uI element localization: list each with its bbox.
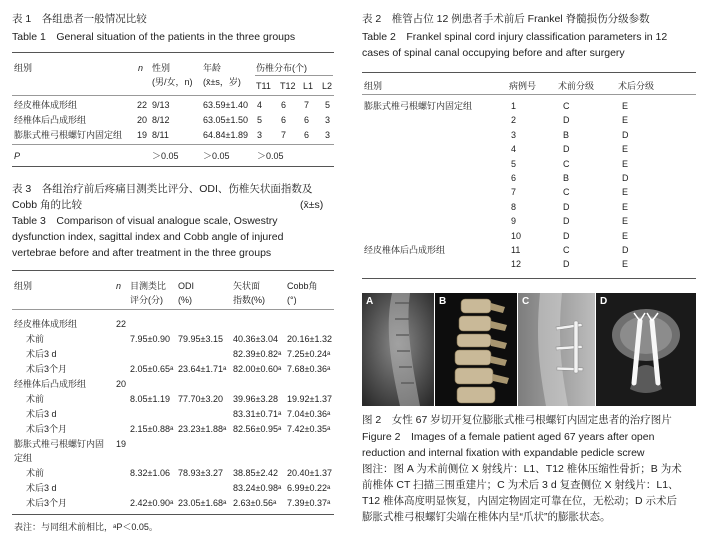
- t3-header-n: n: [116, 281, 122, 291]
- figure2-note-4: 膨胀式椎弓根螺钉尖端在椎体内呈“爪状”的膨胀状态。: [362, 511, 611, 523]
- figure2-title-en-1: Figure 2 Images of a female patient aged 67 years after open: [362, 431, 655, 443]
- table2-top-rule: [362, 72, 696, 73]
- t3-cell-si: 82.00±0.60ᵃ: [233, 364, 282, 374]
- t3-header-group: 组别: [14, 281, 33, 291]
- table3-head-rule: [12, 309, 334, 310]
- table3-top-rule: [12, 270, 334, 271]
- t1-header-l2: L2: [322, 81, 333, 91]
- t3-header-vas1: 目测类比: [130, 281, 167, 291]
- t1-cell-l2: 3: [325, 115, 331, 125]
- t3-cell-cobb: 6.99±0.22ᵃ: [287, 483, 331, 493]
- t2-cell-case: 12: [511, 259, 522, 270]
- t3-cell-odi: 23.23±1.88ᵃ: [178, 424, 227, 434]
- t3-cell-cobb: 7.25±0.24ᵃ: [287, 349, 331, 359]
- t3-header-odi1: ODI: [178, 281, 195, 291]
- t2-cell-pre: B: [563, 129, 570, 140]
- t3-cell-si: 82.39±0.82ᵃ: [233, 349, 282, 359]
- t1-cell-t12: 6: [281, 115, 287, 125]
- t2-cell-case: 4: [511, 144, 517, 155]
- t3-cell-odi: 23.64±1.71ᵃ: [178, 364, 227, 374]
- t3-cell-si: 2.63±0.56ᵃ: [233, 498, 277, 508]
- t1-cell-t11: 3: [257, 130, 263, 140]
- t2-cell-pre: D: [563, 115, 570, 126]
- t2-header-post: 术后分级: [618, 81, 655, 91]
- t2-cell-post: D: [622, 173, 629, 183]
- t1-header-group: 组别: [14, 63, 33, 73]
- t3-header-odi2: (%): [178, 295, 192, 305]
- t1-cell-sex: 8/11: [152, 130, 169, 140]
- ct-axial-screw-image: [596, 293, 696, 406]
- t2-cell-post: E: [622, 115, 629, 126]
- t3-cell-vas: 7.95±0.90: [130, 334, 170, 344]
- t3-cell-vas: 2.05±0.65ᵃ: [130, 364, 174, 374]
- t3-cell-si: 38.85±2.42: [233, 468, 278, 478]
- table3-note: 表注：与同组术前相比，ᵃP＜0.05。: [14, 522, 158, 532]
- t2-cell-case: 3: [511, 129, 517, 140]
- t1-p-sex: ＞0.05: [152, 151, 179, 161]
- t3-group-name: 经椎体后凸成形组: [14, 379, 87, 389]
- t3-group-n: 19: [116, 439, 127, 449]
- t1-header-age-sub: (x̄±s，岁): [203, 77, 241, 87]
- t1-cell-t12: 7: [281, 130, 287, 140]
- t2-cell-post: E: [622, 216, 629, 227]
- t2-cell-case: 1: [511, 101, 517, 111]
- figure-panel-a: [362, 293, 434, 406]
- t2-cell-post: E: [622, 201, 629, 212]
- table1-p-rule: [12, 144, 334, 145]
- t3-header-cobb2: (°): [287, 295, 297, 305]
- t1-cell-l2: 3: [325, 130, 331, 140]
- t3-group-name-cont: 定组: [14, 453, 33, 463]
- t2-cell-post: D: [622, 245, 629, 255]
- figure2-note-2: 前椎体 CT 扫描三围重建片；C 为术后 3 d 复查侧位 X 射线片：L1、: [362, 479, 679, 491]
- t3-cell-cobb: 7.68±0.36ᵃ: [287, 364, 331, 374]
- t1-cell-age: 63.59±1.40: [203, 100, 248, 110]
- xray-lateral-preop-image: [362, 293, 434, 406]
- panel-label-c: C: [522, 296, 530, 307]
- t3-cell-label: 术后3个月: [26, 364, 68, 374]
- t3-header-vas2: 评分(分): [130, 295, 163, 305]
- t2-cell-pre: D: [563, 216, 570, 227]
- t2-cell-post: E: [622, 144, 629, 155]
- t1-header-sex-sub: (男/女，n): [152, 77, 193, 87]
- t2-cell-case: 7: [511, 187, 517, 198]
- xray-lateral-postop-image: [518, 293, 595, 406]
- table3-title-cn2: Cobb 角的比较: [12, 199, 83, 211]
- t2-cell-case: 6: [511, 173, 517, 183]
- t2-cell-pre: D: [563, 259, 570, 270]
- table3-title-en-3: vertebrae before and after treatment in the three groups: [12, 247, 272, 259]
- t1-header-t11: T11: [256, 81, 271, 91]
- t1-cell-age: 63.05±1.50: [203, 115, 248, 125]
- t2-cell-pre: B: [563, 173, 570, 183]
- t2-cell-case: 11: [511, 245, 521, 255]
- t3-cell-si: 39.96±3.28: [233, 394, 278, 404]
- t1-p-age: ＞0.05: [203, 151, 230, 161]
- table2-bottom-rule: [362, 278, 696, 279]
- t3-cell-label: 术后3 d: [26, 349, 57, 359]
- t1-cell-t11: 4: [257, 100, 263, 110]
- t2-cell-pre: C: [563, 245, 570, 255]
- t1-cell-group: 膨胀式椎弓根螺钉内固定组: [14, 130, 123, 140]
- t2-cell-post: D: [622, 129, 629, 140]
- t1-cell-age: 64.84±1.89: [203, 130, 248, 140]
- t1-header-injury: 伤椎分布(个): [256, 63, 307, 73]
- t1-header-t12: T12: [280, 81, 296, 91]
- table1-title-cn: 表 1 各组患者一般情况比较: [12, 13, 147, 25]
- t3-cell-si: 82.56±0.95ᵃ: [233, 424, 282, 434]
- t1-cell-sex: 8/12: [152, 115, 170, 125]
- t1-cell-group: 经椎体后凸成形组: [14, 115, 87, 125]
- t2-cell-post: E: [622, 259, 629, 270]
- panel-label-d: D: [600, 296, 608, 307]
- t3-cell-cobb: 20.16±1.32: [287, 334, 332, 344]
- t2-group-name: 膨胀式椎弓根螺钉内固定组: [364, 101, 473, 111]
- t3-cell-odi: 79.95±3.15: [178, 334, 223, 344]
- t3-cell-vas: 8.05±1.19: [130, 394, 170, 404]
- t3-cell-odi: 23.05±1.68ᵃ: [178, 498, 227, 508]
- t2-cell-post: E: [622, 158, 629, 169]
- figure2-note-1: 图注：图 A 为术前侧位 X 射线片：L1、T12 椎体压缩性骨折；B 为术: [362, 463, 682, 475]
- t1-cell-n: 20: [137, 115, 148, 125]
- t1-cell-l2: 5: [325, 100, 331, 110]
- t3-cell-vas: 8.32±1.06: [130, 468, 170, 478]
- t2-cell-pre: C: [563, 158, 570, 169]
- t2-cell-pre: D: [563, 230, 570, 241]
- t3-cell-cobb: 19.92±1.37: [287, 394, 332, 404]
- t3-cell-label: 术后3个月: [26, 498, 68, 508]
- t3-group-name: 经皮椎体成形组: [14, 319, 78, 329]
- t3-cell-si: 83.24±0.98ᵃ: [233, 483, 282, 493]
- t2-cell-case: 9: [511, 216, 517, 227]
- t3-cell-cobb: 7.42±0.35ᵃ: [287, 424, 331, 434]
- table1-top-rule: [12, 52, 334, 53]
- t2-cell-pre: D: [563, 144, 570, 155]
- figure-panel-b: [435, 293, 517, 406]
- t1-header-sex: 性别: [152, 63, 171, 73]
- t1-p-injury: ＞0.05: [257, 151, 284, 161]
- t2-group-name: 经皮椎体后凸成形组: [364, 245, 446, 255]
- figure2-title-cn: 图 2 女性 67 岁切开复位膨胀式椎弓根螺钉内固定患者的治疗图片: [362, 414, 672, 426]
- t2-cell-case: 10: [511, 230, 522, 241]
- t2-cell-pre: D: [563, 201, 570, 212]
- t3-group-n: 20: [116, 379, 127, 389]
- t2-cell-pre: C: [563, 187, 570, 198]
- table3-title-unit: (x̄±s): [300, 199, 324, 211]
- table3-title-en-2: dysfunction index, sagittal index and Cobb angle of injured: [12, 231, 284, 243]
- t1-header-n: n: [138, 63, 144, 73]
- figure-panel-c: [518, 293, 595, 406]
- table1-title-en: Table 1 General situation of the patients in the three groups: [12, 31, 296, 43]
- t3-cell-vas: 2.15±0.88ᵃ: [130, 424, 174, 434]
- t3-cell-label: 术前: [26, 334, 45, 344]
- panel-label-b: B: [439, 296, 447, 307]
- table1-bottom-rule: [12, 166, 334, 167]
- t1-cell-l1: 7: [304, 100, 310, 110]
- t2-header-case: 病例号: [509, 81, 537, 91]
- t3-cell-label: 术前: [26, 468, 45, 478]
- table2-title-cn: 表 2 椎管占位 12 例患者手术前后 Frankel 脊髓损伤分级参数: [362, 13, 650, 25]
- t3-cell-si: 83.31±0.71ᵃ: [233, 409, 282, 419]
- ct-3d-reconstruction-image: [435, 293, 517, 406]
- t2-cell-pre: C: [563, 101, 570, 111]
- t2-header-group: 组别: [364, 81, 383, 91]
- t1-sub-rule: [255, 75, 333, 76]
- table3-title-en-1: Table 3 Comparison of visual analogue scale, Oswestry: [12, 215, 278, 227]
- t3-group-n: 22: [116, 319, 127, 329]
- table1-head-rule: [12, 95, 334, 96]
- t1-cell-group: 经皮椎体成形组: [14, 100, 78, 110]
- t2-cell-post: E: [622, 101, 629, 111]
- t2-cell-post: E: [622, 230, 629, 241]
- t1-cell-t11: 5: [257, 115, 263, 125]
- t3-header-cobb1: Cobb角: [287, 281, 318, 291]
- t3-header-si2: 指数(%): [233, 295, 265, 305]
- t2-cell-case: 2: [511, 115, 517, 126]
- t3-cell-label: 术后3 d: [26, 409, 57, 419]
- t2-cell-case: 5: [511, 158, 517, 169]
- t3-cell-label: 术后3个月: [26, 424, 68, 434]
- t1-cell-l1: 6: [304, 115, 310, 125]
- t1-cell-n: 22: [137, 100, 148, 110]
- panel-label-a: A: [366, 296, 374, 307]
- t1-header-l1: L1: [303, 81, 314, 91]
- t3-cell-vas: 2.42±0.90ᵃ: [130, 498, 174, 508]
- table3-bottom-rule: [12, 514, 334, 515]
- t2-header-pre: 术前分级: [558, 81, 595, 91]
- figure-panel-d: [596, 293, 696, 406]
- t1-cell-l1: 6: [304, 130, 310, 140]
- table2-title-en-2: cases of spinal canal occupying before and after surgery: [362, 47, 625, 59]
- t3-cell-cobb: 7.39±0.37ᵃ: [287, 498, 331, 508]
- table3-title-cn: 表 3 各组治疗前后疼痛目测类比评分、ODI、伤椎矢状面指数及: [12, 183, 313, 195]
- table2-head-rule: [362, 94, 696, 95]
- t1-p-label: P: [14, 151, 21, 161]
- t3-cell-label: 术后3 d: [26, 483, 57, 493]
- figure2-note-3: T12 椎体高度明显恢复，内固定物固定可靠在位，无松动；D 示术后: [362, 495, 678, 507]
- t3-cell-label: 术前: [26, 394, 45, 404]
- t3-cell-si: 40.36±3.04: [233, 334, 278, 344]
- t2-cell-post: E: [622, 187, 629, 198]
- t3-cell-odi: 78.93±3.27: [178, 468, 223, 478]
- t3-cell-cobb: 20.40±1.37: [287, 468, 332, 478]
- t3-header-si1: 矢状面: [233, 281, 261, 291]
- t3-group-name: 膨胀式椎弓根螺钉内固: [14, 439, 105, 449]
- table2-title-en-1: Table 2 Frankel spinal cord injury classification parameters in 12: [362, 31, 668, 43]
- t1-cell-sex: 9/13: [152, 100, 170, 110]
- t3-cell-odi: 77.70±3.20: [178, 394, 223, 404]
- t2-cell-case: 8: [511, 201, 517, 212]
- t1-cell-n: 19: [137, 130, 148, 140]
- figure2-title-en-2: reduction and internal fixation with expandable pedicle screw: [362, 447, 645, 459]
- t3-cell-cobb: 7.04±0.36ᵃ: [287, 409, 331, 419]
- t1-cell-t12: 6: [281, 100, 287, 110]
- t1-header-age: 年龄: [203, 63, 222, 73]
